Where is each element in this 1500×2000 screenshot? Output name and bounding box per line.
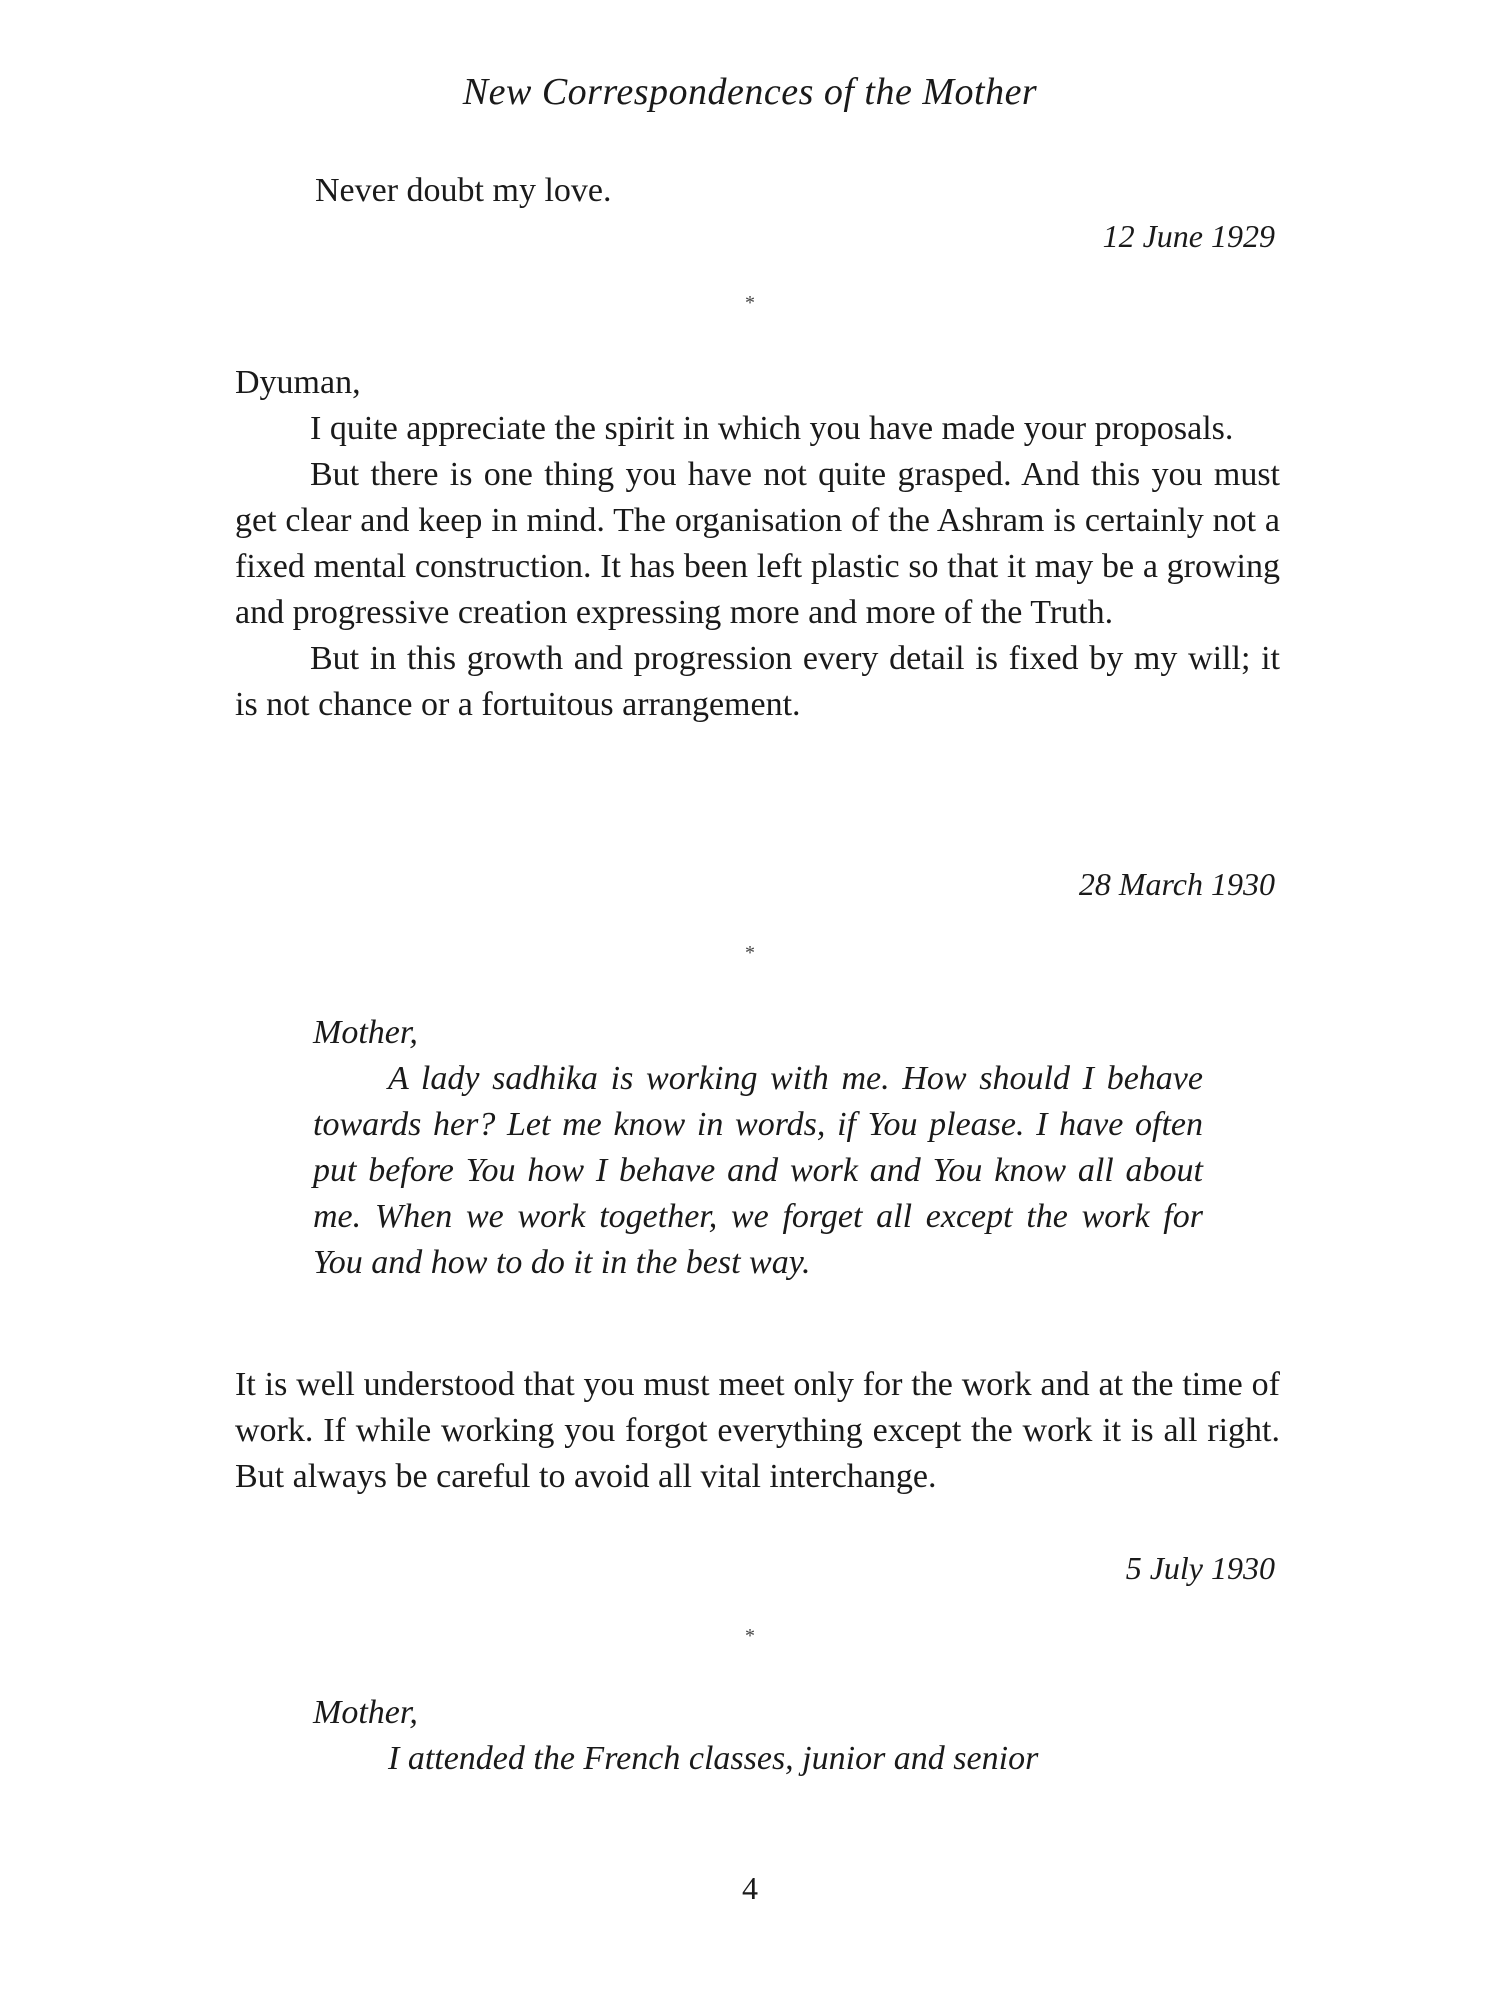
letter-2-paragraph: I quite appreciate the spirit in which you have made your proposals. <box>310 410 1234 447</box>
letter-3-question-text: A lady sadhika is working with me. How should I behave towards her? Let me know in words, if You please. I have often put before You how I behave and work and You know all about me. When we work together, we forget all except the work for You and how to do it in the best way. <box>313 1060 1203 1281</box>
letter-2-salutation: Dyuman, <box>235 364 361 401</box>
letter-4-question <box>313 1690 1203 1782</box>
letter-3-date: 5 July 1930 <box>1125 1550 1275 1586</box>
letter-3-answer-text: It is well understood that you must meet only for the work and at the time of work. If while working you forgot everything except the work it is all right. But always be careful to avoid all vital interchange. <box>235 1366 1280 1495</box>
separator-star: * <box>745 292 755 314</box>
letter-3-salutation: Mother, <box>313 1014 418 1051</box>
letter-3-answer <box>235 1362 1280 1500</box>
letter-1-date: 12 June 1929 <box>1102 218 1275 254</box>
letter-2-paragraph: But in this growth and progression every detail is fixed by my will; it is not chance or a fortuitous arrangement. <box>235 640 1280 723</box>
separator-star: * <box>745 1625 755 1647</box>
letter-4-salutation: Mother, <box>313 1694 418 1731</box>
letter-4-question-text: I attended the French classes, junior and senior <box>388 1740 1039 1777</box>
letter-1-text: Never doubt my love. <box>315 172 612 209</box>
letter-2-paragraph: But there is one thing you have not quite grasped. And this you must get clear and keep in mind. The organisation of the Ashram is certainly not a fixed mental construction. It has been left plastic so that it may be a growing and progressive creation expressing more and more of the Truth. <box>235 456 1280 631</box>
letter-3-question <box>313 1010 1203 1286</box>
page-number: 4 <box>742 1870 758 1906</box>
running-head: New Correspondences of the Mother <box>462 71 1038 113</box>
separator-star: * <box>745 942 755 964</box>
letter-2-date: 28 March 1930 <box>1078 866 1275 902</box>
letter-1-body <box>235 168 1280 214</box>
letter-2-body <box>235 360 1280 728</box>
